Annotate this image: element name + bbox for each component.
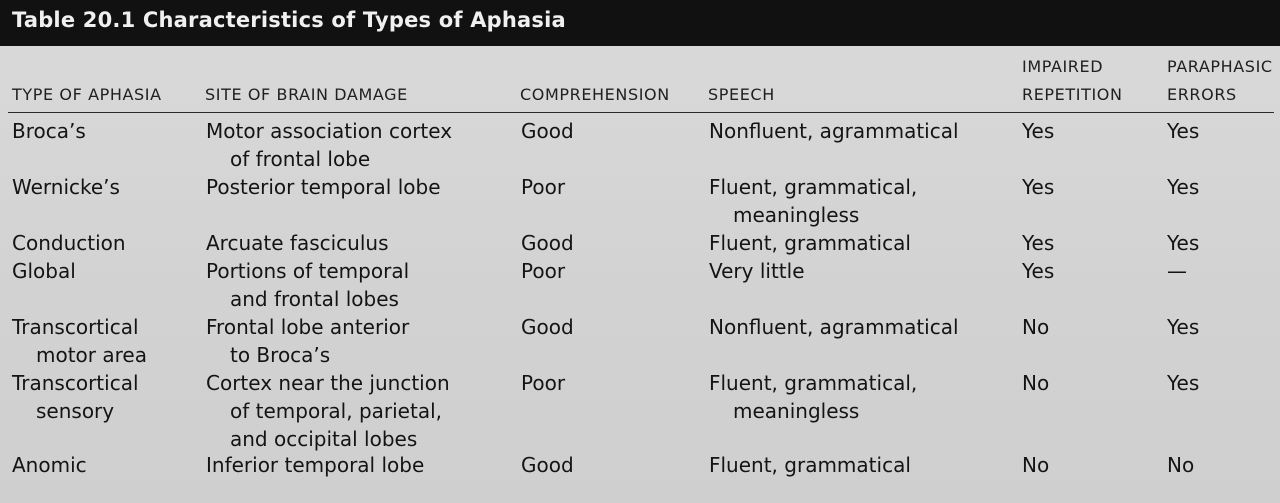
cell-line: Broca’s: [12, 119, 86, 143]
cell-type: [12, 257, 76, 285]
cell-line: Fluent, grammatical: [709, 231, 911, 255]
cell-line: Global: [12, 259, 76, 283]
column-header-line: REPETITION: [1022, 85, 1123, 104]
cell-line: No: [1022, 453, 1050, 477]
column-header-comprehension: [520, 81, 670, 109]
cell-line: Yes: [1022, 119, 1055, 143]
cell-line: Arcuate fasciculus: [206, 231, 389, 255]
cell-type: [12, 369, 139, 425]
cell-repetition: [1022, 369, 1049, 397]
cell-repetition: [1022, 313, 1049, 341]
cell-speech: [709, 257, 805, 285]
cell-paraphasic: [1167, 313, 1199, 341]
column-header-site: [205, 81, 408, 109]
cell-speech: [709, 451, 911, 479]
cell-line: Yes: [1022, 231, 1055, 255]
cell-line: of temporal, parietal,: [230, 399, 442, 423]
cell-type: [12, 313, 147, 369]
column-header-repetition: [1022, 53, 1123, 109]
cell-repetition: [1022, 257, 1054, 285]
cell-line: and frontal lobes: [230, 287, 399, 311]
cell-repetition: [1022, 117, 1054, 145]
column-header-speech: [708, 81, 775, 109]
cell-comprehension: [521, 369, 565, 397]
cell-line: to Broca’s: [230, 343, 331, 367]
cell-line: Yes: [1167, 371, 1200, 395]
cell-line: No: [1022, 371, 1050, 395]
cell-line: Yes: [1022, 259, 1055, 283]
title-bar: [0, 0, 1280, 46]
cell-site: [206, 313, 409, 369]
cell-line: of frontal lobe: [230, 147, 371, 171]
cell-paraphasic: [1167, 173, 1199, 201]
cell-line: Yes: [1167, 175, 1200, 199]
cell-line: Frontal lobe anterior: [206, 315, 410, 339]
cell-line: meaningless: [733, 399, 860, 423]
cell-line: Motor association cortex: [206, 119, 453, 143]
cell-line: Wernicke’s: [12, 175, 120, 199]
cell-line: Very little: [709, 259, 805, 283]
cell-repetition: [1022, 451, 1049, 479]
column-header-line: COMPREHENSION: [520, 85, 670, 104]
cell-comprehension: [521, 229, 574, 257]
cell-type: [12, 173, 120, 201]
cell-line: Portions of temporal: [206, 259, 410, 283]
cell-speech: [709, 369, 917, 425]
cell-line: No: [1022, 315, 1050, 339]
cell-repetition: [1022, 229, 1054, 257]
cell-line: Cortex near the junction: [206, 371, 450, 395]
cell-line: sensory: [36, 399, 115, 423]
cell-line: and occipital lobes: [230, 427, 418, 451]
cell-line: Nonfluent, agrammatical: [709, 315, 959, 339]
column-header-type: [12, 81, 162, 109]
cell-paraphasic: [1167, 229, 1199, 257]
column-header-line: IMPAIRED: [1022, 57, 1104, 76]
column-header-line: PARAPHASIC: [1167, 57, 1273, 76]
cell-line: Inferior temporal lobe: [206, 453, 425, 477]
cell-line: Good: [521, 453, 574, 477]
cell-line: Transcortical: [12, 371, 139, 395]
cell-comprehension: [521, 313, 574, 341]
column-header-line: ERRORS: [1167, 85, 1237, 104]
cell-line: Yes: [1167, 231, 1200, 255]
cell-line: Poor: [521, 259, 566, 283]
cell-comprehension: [521, 173, 565, 201]
cell-repetition: [1022, 173, 1054, 201]
cell-line: Yes: [1167, 119, 1200, 143]
cell-line: No: [1167, 453, 1195, 477]
cell-speech: [709, 117, 959, 145]
cell-site: [206, 173, 441, 201]
cell-line: Good: [521, 231, 574, 255]
cell-site: [206, 257, 409, 313]
cell-line: Posterior temporal lobe: [206, 175, 441, 199]
cell-line: Yes: [1022, 175, 1055, 199]
cell-line: Good: [521, 119, 574, 143]
column-header-line: TYPE OF APHASIA: [12, 85, 162, 104]
cell-comprehension: [521, 257, 565, 285]
cell-line: Nonfluent, agrammatical: [709, 119, 959, 143]
cell-paraphasic: [1167, 117, 1199, 145]
cell-comprehension: [521, 451, 574, 479]
cell-speech: [709, 229, 911, 257]
cell-line: Fluent, grammatical: [709, 453, 911, 477]
column-header-line: SPEECH: [708, 85, 775, 104]
cell-line: Poor: [521, 175, 566, 199]
cell-line: Yes: [1167, 315, 1200, 339]
cell-line: Fluent, grammatical,: [709, 371, 918, 395]
column-header-paraphasic: [1167, 53, 1273, 109]
cell-line: Anomic: [12, 453, 87, 477]
cell-site: [206, 117, 452, 173]
cell-type: [12, 117, 86, 145]
cell-line: Conduction: [12, 231, 126, 255]
cell-paraphasic: [1167, 369, 1199, 397]
cell-line: Poor: [521, 371, 566, 395]
cell-line: —: [1167, 259, 1187, 283]
cell-line: meaningless: [733, 203, 860, 227]
column-header-line: SITE OF BRAIN DAMAGE: [205, 85, 408, 104]
cell-site: [206, 229, 389, 257]
cell-site: [206, 451, 424, 479]
cell-type: [12, 451, 87, 479]
cell-paraphasic: [1167, 451, 1194, 479]
cell-line: Fluent, grammatical,: [709, 175, 918, 199]
table-title: Table 20.1 Characteristics of Types of Aphasia: [12, 8, 566, 32]
cell-speech: [709, 173, 917, 229]
header-rule: [8, 112, 1274, 113]
cell-paraphasic: [1167, 257, 1187, 285]
cell-line: Transcortical: [12, 315, 139, 339]
cell-comprehension: [521, 117, 574, 145]
cell-speech: [709, 313, 959, 341]
cell-line: motor area: [36, 343, 147, 367]
cell-type: [12, 229, 126, 257]
cell-line: Good: [521, 315, 574, 339]
cell-site: [206, 369, 450, 453]
